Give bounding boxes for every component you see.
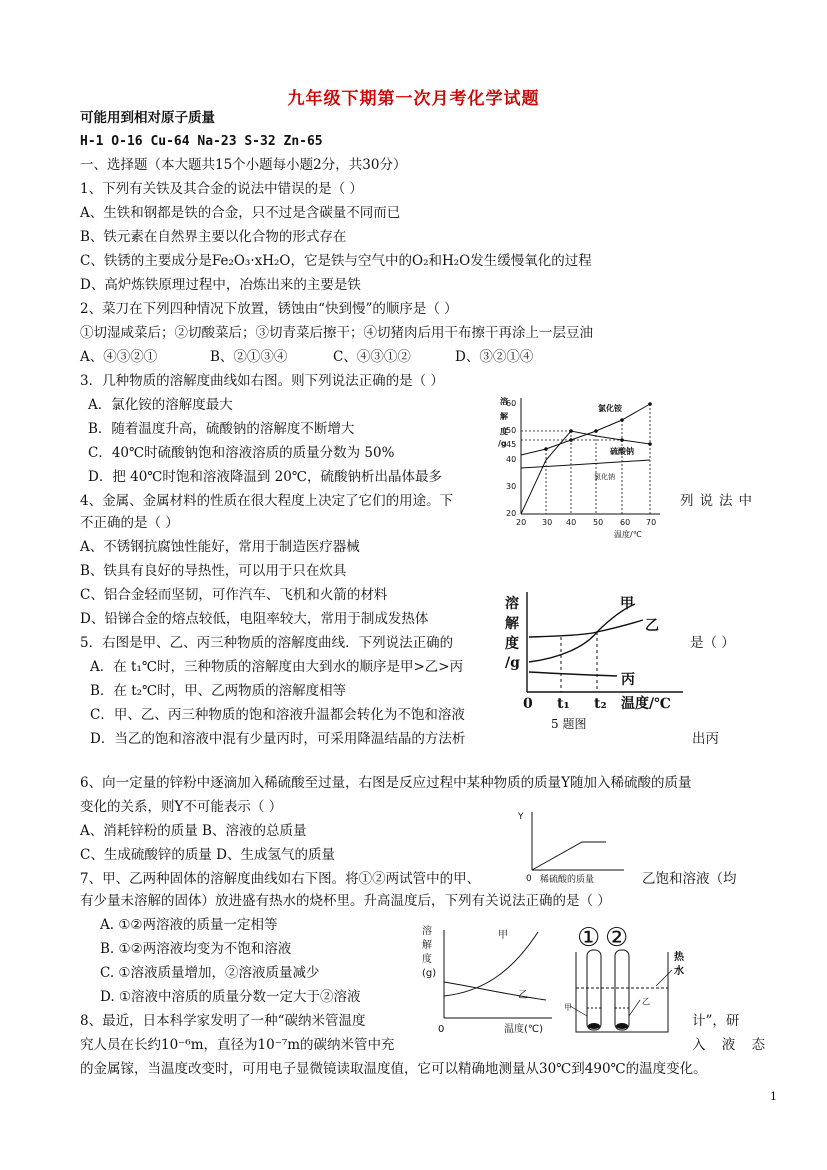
page-title: 九年级下期第一次月考化学试题	[287, 89, 540, 109]
q2-conditions: ①切湿咸菜后；②切酸菜后；③切青菜后擦干；④切猪肉后用干布擦干再涂上一层豆油	[80, 325, 593, 341]
section-heading: 一、选择题（本大题共15个小题每小题2分，共30分）	[80, 157, 407, 173]
fig3-curve-na2so4	[521, 431, 650, 514]
fig3-ytick-20: 20	[506, 509, 517, 518]
fig5-curve-bing	[529, 672, 617, 676]
q4-option-c: C、铝合金轻而坚韧，可作汽车、飞机和火箭的材料	[80, 587, 388, 603]
fig3-xtick-50: 50	[593, 518, 604, 527]
q6-options-ab: A、消耗锌粉的质量 B、溶液的总质量	[80, 823, 307, 839]
q4-option-b: B、铁具有良好的导热性，可以用于只在炊具	[80, 563, 347, 579]
fig6-ylabel: Y	[518, 812, 524, 822]
fig7-tube-label-yi: 乙	[642, 997, 650, 1006]
q2-stem: 2、菜刀在下列四种情况下放置，锈蚀由“快到慢”的顺序是（ ）	[80, 301, 458, 317]
q5-stem: 5．右图是甲、乙、丙三种物质的溶解度曲线．下列说法正确的	[80, 635, 454, 651]
q5-option-d-end: 出丙	[692, 731, 719, 747]
fig7-tube-label-jia: 甲	[564, 1003, 572, 1012]
fig5-ylabel-4: /g	[505, 655, 520, 671]
fig6-origin: 0	[526, 874, 532, 884]
fig3-ytick-50: 50	[506, 426, 517, 435]
q7-option-d: D. ①溶液中溶质的质量分数一定大于②溶液	[100, 989, 361, 1005]
q3-option-d: D．把 40℃时饱和溶液降温到 20℃，硫酸钠析出晶体最多	[88, 469, 442, 485]
q1-option-d: D、高炉炼铁原理过程中，冶炼出来的主要是铁	[80, 277, 361, 293]
fig3-label-na2so4: 硫酸钠	[610, 447, 634, 456]
q7-figure	[420, 920, 696, 1038]
fig6-curve	[532, 842, 606, 870]
fig3-ylabel-2: 解	[500, 412, 508, 421]
fig7-label-yi: 乙	[518, 990, 528, 1001]
q2-option-b: B、②①③④	[210, 349, 288, 365]
q1-option-a: A、生铁和钢都是铁的合金，只不过是含碳量不同而已	[80, 205, 401, 221]
fig5-curve-yi	[529, 620, 643, 637]
fig3-label-nh4cl: 氯化铵	[598, 404, 622, 413]
fig7-hot-label-1: 热	[674, 952, 684, 963]
fig7-origin: 0	[438, 1024, 445, 1035]
fig5-t2: t₂	[594, 696, 607, 712]
q6-stem-2: 变化的关系，则Y不可能表示（ ）	[80, 799, 283, 815]
q5-option-a: A．在 t₁℃时，三种物质的溶解度由大到水的顺序是甲>乙>丙	[90, 659, 464, 675]
fig3-ytick-45: 45	[506, 440, 517, 449]
fig3-xtick-30: 30	[542, 518, 553, 527]
q2-option-a: A、④③②①	[80, 349, 158, 365]
fig7-xlabel: 温度(℃)	[504, 1024, 544, 1035]
fig3-xtick-40: 40	[566, 518, 577, 527]
q7-option-c: C. ①溶液质量增加，②溶液质量减少	[100, 965, 320, 981]
q7-option-a: A. ①②两溶液的质量一定相等	[100, 917, 278, 933]
fig3-ytick-60: 60	[506, 399, 517, 408]
fig3-label-nacl: 氯化钠	[594, 473, 615, 481]
fig7-curve-jia	[444, 932, 538, 996]
fig3-ytick-40: 40	[506, 455, 517, 464]
q8-line-1: 8、最近，日本科学家发明了一种“碳纳米管温度	[80, 1013, 366, 1029]
fig5-label-bing: 丙	[621, 672, 635, 688]
q5-stem-b: 是（ ）	[690, 635, 735, 651]
q7-stem-2: 有少量未溶解的固体）放进盛有热水的烧杯里。升高温度后，下列有关说法正确的是（ ）	[80, 893, 611, 909]
fig3-xtick-20: 20	[516, 518, 527, 527]
q3-option-a: A．氯化铵的溶解度最大	[88, 397, 233, 413]
fig3-xtick-70: 70	[646, 518, 657, 527]
fig3-ylabel-3: 度	[500, 427, 508, 436]
q2-option-d: D、③②①④	[455, 349, 534, 365]
fig5-ylabel-1: 溶	[505, 596, 519, 612]
q7-option-b: B. ①②两溶液均变为不饱和溶液	[100, 941, 292, 957]
q6-stem-1: 6、向一定量的锌粉中逐滴加入稀硫酸至过量，右图是反应过程中某种物质的质量Y随加入稀硫酸的质量	[80, 775, 692, 791]
q4-stem-2: 不正确的是（ ）	[80, 515, 179, 531]
q2-option-c: C、④③①②	[333, 349, 411, 365]
q1-option-b: B、铁元素在自然界主要以化合物的形式存在	[80, 229, 347, 245]
fig3-xlabel: 温度/℃	[614, 530, 642, 539]
q4-stem-1: 4、金属、金属材料的性质在很大程度上决定了它们的用途。下	[80, 493, 454, 509]
q6-options-cd: C、生成硫酸锌的质量 D、生成氢气的质量	[80, 847, 335, 863]
q3-option-b: B．随着温度升高，硫酸钠的溶解度不断增大	[88, 421, 355, 437]
fig7-tube-2	[615, 950, 629, 1030]
fig6-xlabel: 稀硫酸的质量	[540, 875, 595, 885]
fig5-origin: 0	[523, 696, 533, 712]
q3-stem: 3．几种物质的溶解度曲线如右图。则下列说法正确的是（ ）	[80, 373, 444, 389]
fig5-curve-jia	[529, 604, 635, 662]
fig7-hot-label-2: 水	[674, 966, 684, 977]
q6-graph-figure	[512, 808, 632, 890]
q8-line-2b: 入 液 态	[692, 1037, 772, 1053]
atomic-mass-title: 可能用到相对原子质量	[80, 110, 215, 126]
q8-line-3: 的金属镓，当温度改变时，可用电子显微镜读取温度值，它可以精确地测量从30℃到490℃的温度变化。	[80, 1061, 707, 1077]
fig7-ylabel-1: 溶	[422, 926, 432, 937]
page-number: 1	[770, 1090, 777, 1103]
fig7-tube-1	[587, 950, 601, 1030]
q3-solubility-figure	[490, 392, 672, 542]
q1-stem: 1、下列有关铁及其合金的说法中错误的是（ ）	[80, 181, 363, 197]
fig5-t1: t₁	[557, 696, 570, 712]
q4-option-d: D、铅锑合金的熔点较低，电阻率较大，常用于制成发热体	[80, 611, 429, 627]
fig7-label-jia: 甲	[498, 930, 508, 941]
fig7-tube-2-label: ②	[605, 923, 629, 953]
fig7-beaker	[576, 952, 668, 1032]
fig5-label-yi: 乙	[645, 618, 659, 634]
fig7-curve-yi	[444, 982, 546, 1000]
q8-line-2: 究人员在长约10⁻⁶m，直径为10⁻⁷m的碳纳米管中充	[80, 1037, 395, 1053]
fig7-ylabel-4: (g)	[422, 968, 437, 979]
q4-option-a: A、不锈钢抗腐蚀性能好，常用于制造医疗器械	[80, 539, 360, 555]
q4-stem-1b: 列说法中	[680, 493, 758, 509]
q5-option-b: B．在 t₂℃时，甲、乙两物质的溶解度相等	[90, 683, 347, 699]
fig7-tube-1-label: ①	[577, 923, 601, 953]
q5-option-c: C．甲、乙、丙三种物质的饱和溶液升温都会转化为不饱和溶液	[90, 707, 465, 723]
fig7-ylabel-2: 解	[422, 940, 432, 951]
fig5-ylabel-2: 解	[505, 616, 519, 632]
q5-option-d: D．当乙的饱和溶液中混有少量丙时，可采用降温结晶的方法析	[90, 731, 466, 747]
q7-stem-1: 7、甲、乙两种固体的溶解度曲线如右下图。将①②两试管中的甲、	[80, 871, 481, 887]
atomic-masses: H-1 O-16 Cu-64 Na-23 S-32 Zn-65	[80, 134, 323, 149]
q5-solubility-figure	[505, 592, 683, 732]
fig5-xlabel: 温度/℃	[621, 696, 671, 712]
fig5-caption: 5 题图	[551, 717, 587, 731]
fig3-xtick-60: 60	[620, 518, 631, 527]
fig3-ylabel-1: 溶	[500, 397, 508, 406]
fig3-curve-nacl	[521, 460, 650, 468]
fig3-ylabel-4: /g	[498, 439, 507, 448]
q7-stem-1b: 乙饱和溶液（均	[642, 871, 737, 887]
fig7-ylabel-3: 度	[422, 954, 432, 965]
q1-option-c: C、铁锈的主要成分是Fe₂O₃·xH₂O，它是铁与空气中的O₂和H₂O发生缓慢氧化的过程	[80, 253, 592, 269]
q8-line-1b: 计”，研	[692, 1013, 740, 1029]
fig5-label-jia: 甲	[620, 596, 634, 612]
fig5-ylabel-3: 度	[505, 636, 519, 652]
q3-option-c: C．40℃时硫酸钠饱和溶液溶质的质量分数为 50%	[88, 445, 395, 461]
fig3-ytick-30: 30	[506, 482, 517, 491]
